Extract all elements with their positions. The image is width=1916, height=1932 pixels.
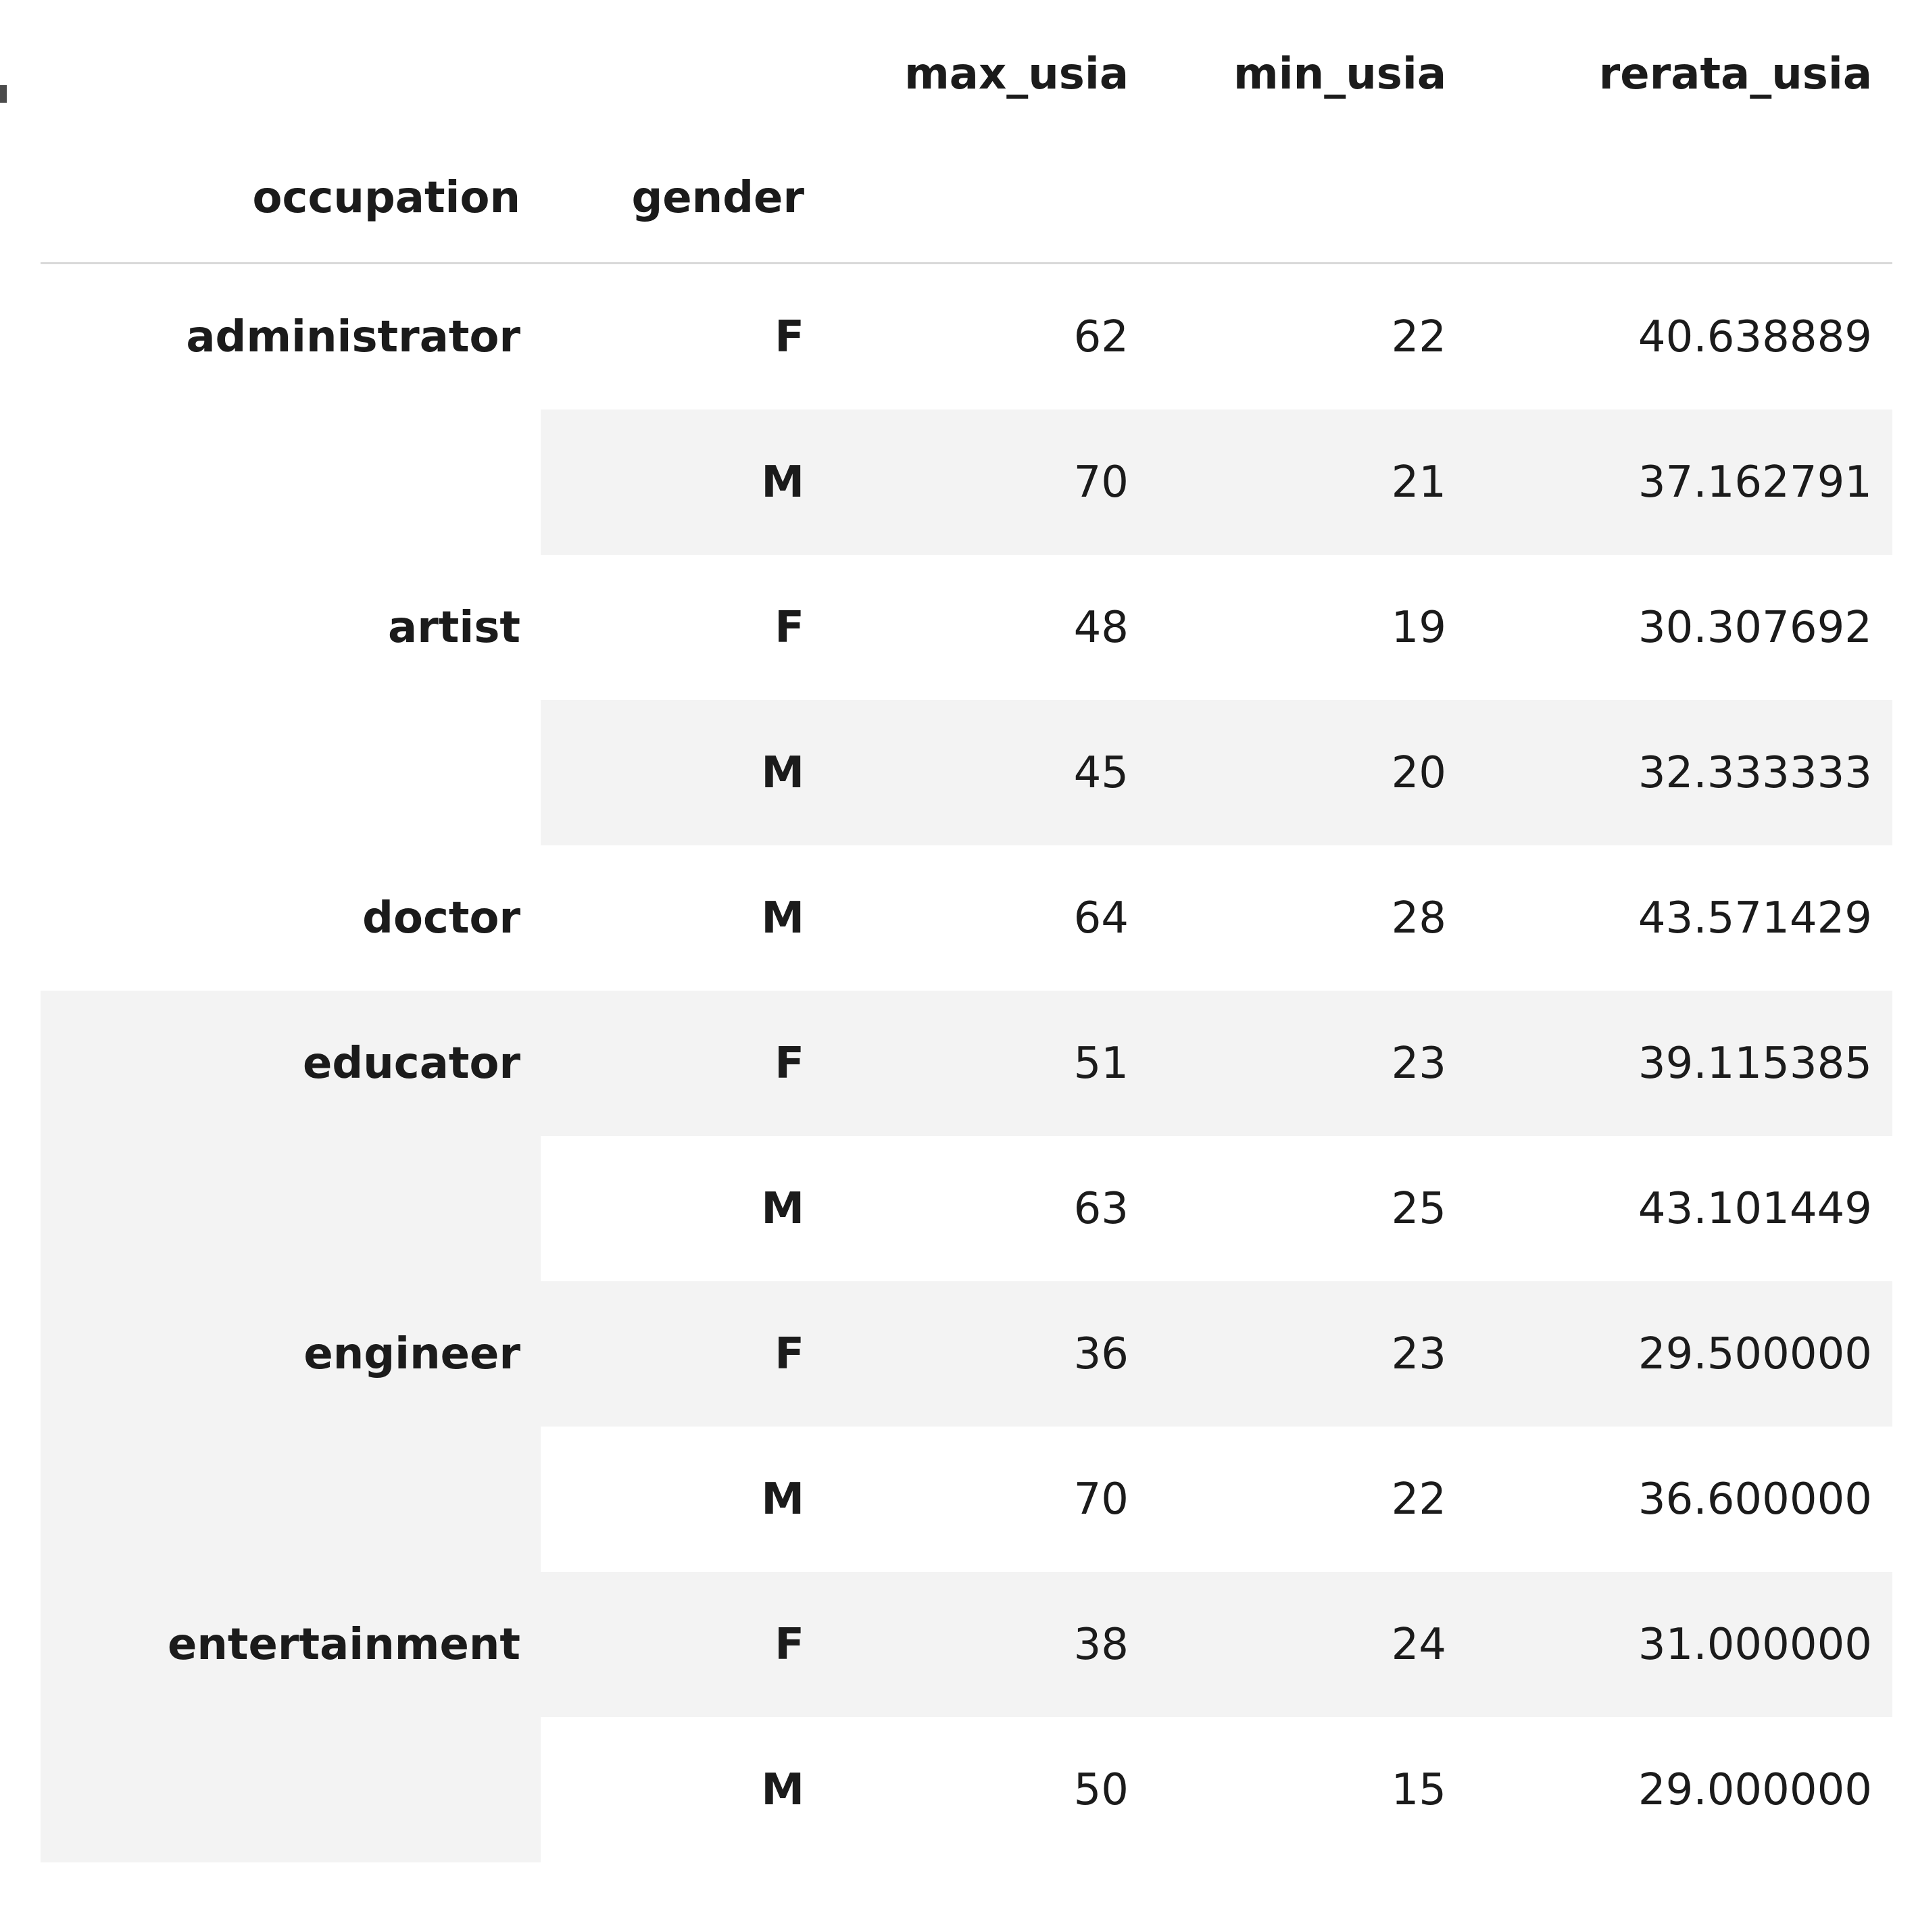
index-header-spacer-3	[1467, 141, 1892, 262]
cell-occupation: entertainment	[41, 1572, 541, 1717]
cell-occupation	[41, 1717, 541, 1862]
table-row	[41, 700, 1892, 845]
cell-rerata-usia: 40.638889	[1467, 264, 1892, 410]
cell-max-usia: 38	[825, 1572, 1149, 1717]
table-row	[41, 1572, 1892, 1717]
column-header-min-usia: min_usia	[1233, 49, 1446, 99]
index-header-occupation: occupation	[252, 173, 520, 223]
cell-max-usia: 70	[825, 410, 1149, 555]
cell-rerata-usia: 43.101449	[1467, 1136, 1892, 1281]
index-header-spacer-1	[825, 141, 1149, 262]
cell-rerata-usia: 31.000000	[1467, 1572, 1892, 1717]
cell-gender: M	[541, 700, 825, 845]
table-row	[41, 1717, 1892, 1862]
cell-min-usia: 23	[1149, 991, 1467, 1136]
cell-occupation	[41, 1427, 541, 1572]
table-row	[41, 1427, 1892, 1572]
cell-occupation	[41, 410, 541, 555]
table-row	[41, 1136, 1892, 1281]
table-row	[41, 264, 1892, 410]
cell-gender: M	[541, 845, 825, 991]
cell-gender: F	[541, 264, 825, 410]
cell-occupation: engineer	[41, 1281, 541, 1427]
cell-min-usia: 24	[1149, 1572, 1467, 1717]
cell-max-usia: 45	[825, 700, 1149, 845]
cell-gender: M	[541, 1427, 825, 1572]
table-row	[41, 1281, 1892, 1427]
cell-gender: F	[541, 1281, 825, 1427]
dataframe-output	[0, 20, 1916, 1932]
table-row	[41, 555, 1892, 700]
header-row-measures	[41, 20, 1892, 141]
cell-occupation	[41, 700, 541, 845]
cell-max-usia: 64	[825, 845, 1149, 991]
cell-max-usia: 36	[825, 1281, 1149, 1427]
table-row	[41, 991, 1892, 1136]
header-blank-occupation	[41, 20, 541, 141]
cell-max-usia: 48	[825, 555, 1149, 700]
table-body	[41, 264, 1892, 1863]
cell-gender: M	[541, 1136, 825, 1281]
cell-occupation: educator	[41, 991, 541, 1136]
cell-min-usia: 22	[1149, 264, 1467, 410]
cell-max-usia: 62	[825, 264, 1149, 410]
cell-min-usia: 23	[1149, 1281, 1467, 1427]
cell-occupation: administrator	[41, 264, 541, 410]
cell-max-usia: 51	[825, 991, 1149, 1136]
cell-rerata-usia: 36.600000	[1467, 1427, 1892, 1572]
cell-rerata-usia: 43.571429	[1467, 845, 1892, 991]
table-row	[41, 410, 1892, 555]
cell-max-usia: 50	[825, 1717, 1149, 1862]
cell-max-usia: 70	[825, 1427, 1149, 1572]
cell-rerata-usia: 32.333333	[1467, 700, 1892, 845]
cell-gender: M	[541, 1717, 825, 1862]
header-row-index	[41, 141, 1892, 262]
cell-rerata-usia: 37.162791	[1467, 410, 1892, 555]
cell-gender: M	[541, 410, 825, 555]
cell-occupation: doctor	[41, 845, 541, 991]
cell-occupation	[41, 1136, 541, 1281]
cell-min-usia: 21	[1149, 410, 1467, 555]
cell-min-usia: 28	[1149, 845, 1467, 991]
cell-min-usia: 15	[1149, 1717, 1467, 1862]
cell-min-usia: 19	[1149, 555, 1467, 700]
column-header-rerata-usia: rerata_usia	[1598, 49, 1872, 99]
header-blank-gender	[541, 20, 825, 141]
cell-min-usia: 25	[1149, 1136, 1467, 1281]
cell-rerata-usia: 29.000000	[1467, 1717, 1892, 1862]
cell-rerata-usia: 39.115385	[1467, 991, 1892, 1136]
grouped-stats-table	[41, 20, 1892, 1862]
cell-gender: F	[541, 1572, 825, 1717]
cell-rerata-usia: 29.500000	[1467, 1281, 1892, 1427]
table-head	[41, 20, 1892, 264]
column-header-max-usia: max_usia	[904, 49, 1129, 99]
table-row	[41, 845, 1892, 991]
cell-min-usia: 20	[1149, 700, 1467, 845]
index-header-gender: gender	[631, 173, 804, 223]
cell-min-usia: 22	[1149, 1427, 1467, 1572]
output-margin-marker	[0, 85, 7, 103]
index-header-spacer-2	[1149, 141, 1467, 262]
cell-gender: F	[541, 991, 825, 1136]
cell-occupation: artist	[41, 555, 541, 700]
cell-gender: F	[541, 555, 825, 700]
cell-max-usia: 63	[825, 1136, 1149, 1281]
cell-rerata-usia: 30.307692	[1467, 555, 1892, 700]
